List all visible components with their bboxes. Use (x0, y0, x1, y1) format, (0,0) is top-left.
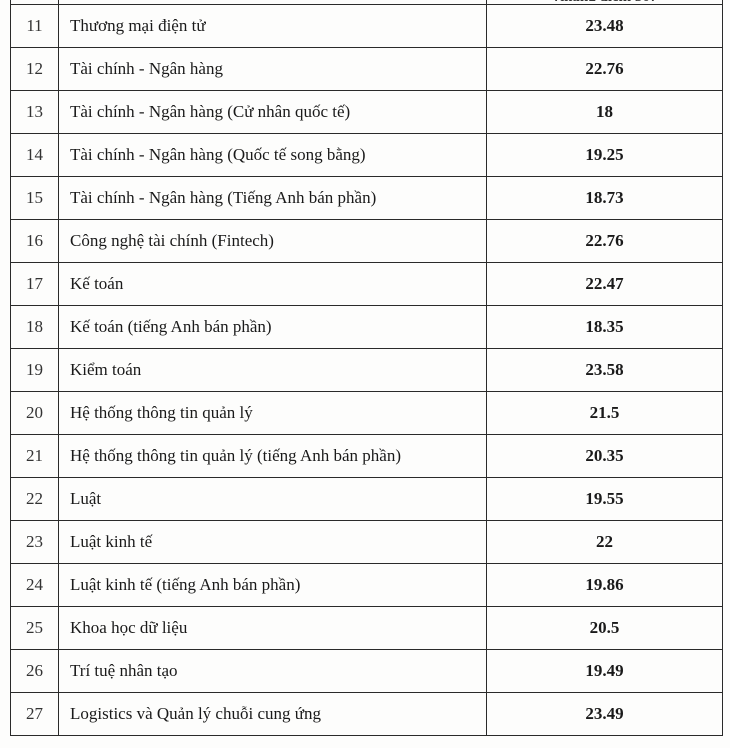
admission-score-table (10, 0, 723, 736)
row-index: 27 (11, 693, 59, 736)
benchmark-score: 19.25 (487, 134, 723, 177)
major-name: Công nghệ tài chính (Fintech) (59, 220, 487, 263)
benchmark-score: 22.76 (487, 48, 723, 91)
major-name: Kế toán (tiếng Anh bán phần) (59, 306, 487, 349)
row-index: 21 (11, 435, 59, 478)
benchmark-score: 23.48 (487, 5, 723, 48)
table-row (11, 134, 723, 177)
table-row (11, 607, 723, 650)
benchmark-score: 22.47 (487, 263, 723, 306)
major-name: Hệ thống thông tin quản lý (59, 392, 487, 435)
benchmark-score: 18 (487, 91, 723, 134)
major-name: Kiểm toán (59, 349, 487, 392)
benchmark-score: 18.35 (487, 306, 723, 349)
major-name: Luật kinh tế (tiếng Anh bán phần) (59, 564, 487, 607)
table-row (11, 177, 723, 220)
table-row (11, 48, 723, 91)
row-index: 14 (11, 134, 59, 177)
table-row (11, 478, 723, 521)
row-index: 18 (11, 306, 59, 349)
major-name: Tài chính - Ngân hàng (Cử nhân quốc tế) (59, 91, 487, 134)
major-name: Logistics và Quản lý chuỗi cung ứng (59, 693, 487, 736)
row-index: 22 (11, 478, 59, 521)
row-index: 26 (11, 650, 59, 693)
major-name: Hệ thống thông tin quản lý (tiếng Anh bán phần) (59, 435, 487, 478)
benchmark-score: 19.86 (487, 564, 723, 607)
benchmark-score: 22 (487, 521, 723, 564)
benchmark-score: 19.55 (487, 478, 723, 521)
table-row (11, 693, 723, 736)
benchmark-score: 19.49 (487, 650, 723, 693)
table-row (11, 650, 723, 693)
benchmark-score: 20.35 (487, 435, 723, 478)
row-index: 20 (11, 392, 59, 435)
benchmark-score: 22.76 (487, 220, 723, 263)
row-index: 25 (11, 607, 59, 650)
major-name: Tài chính - Ngân hàng (Tiếng Anh bán phần) (59, 177, 487, 220)
benchmark-score: 23.58 (487, 349, 723, 392)
table-row (11, 564, 723, 607)
table-row (11, 91, 723, 134)
table-row (11, 349, 723, 392)
major-name: Thương mại điện tử (59, 5, 487, 48)
major-name: Khoa học dữ liệu (59, 607, 487, 650)
row-index: 16 (11, 220, 59, 263)
table-row (11, 263, 723, 306)
major-name: Kế toán (59, 263, 487, 306)
row-index: 17 (11, 263, 59, 306)
row-index: 15 (11, 177, 59, 220)
benchmark-score: 21.5 (487, 392, 723, 435)
row-index: 11 (11, 5, 59, 48)
table-row (11, 5, 723, 48)
table-body (11, 0, 723, 736)
table-row (11, 435, 723, 478)
row-index: 23 (11, 521, 59, 564)
major-name: Luật kinh tế (59, 521, 487, 564)
row-index: 13 (11, 91, 59, 134)
table-row (11, 392, 723, 435)
major-name: Tài chính - Ngân hàng (59, 48, 487, 91)
row-index: 19 (11, 349, 59, 392)
benchmark-score: 20.5 (487, 607, 723, 650)
major-name: Luật (59, 478, 487, 521)
header-score-label (487, 0, 722, 1)
benchmark-score: 18.73 (487, 177, 723, 220)
table-row (11, 220, 723, 263)
table-row (11, 306, 723, 349)
major-name: Trí tuệ nhân tạo (59, 650, 487, 693)
table-row (11, 521, 723, 564)
benchmark-score: 23.49 (487, 693, 723, 736)
row-index: 12 (11, 48, 59, 91)
major-name: Tài chính - Ngân hàng (Quốc tế song bằng) (59, 134, 487, 177)
row-index: 24 (11, 564, 59, 607)
